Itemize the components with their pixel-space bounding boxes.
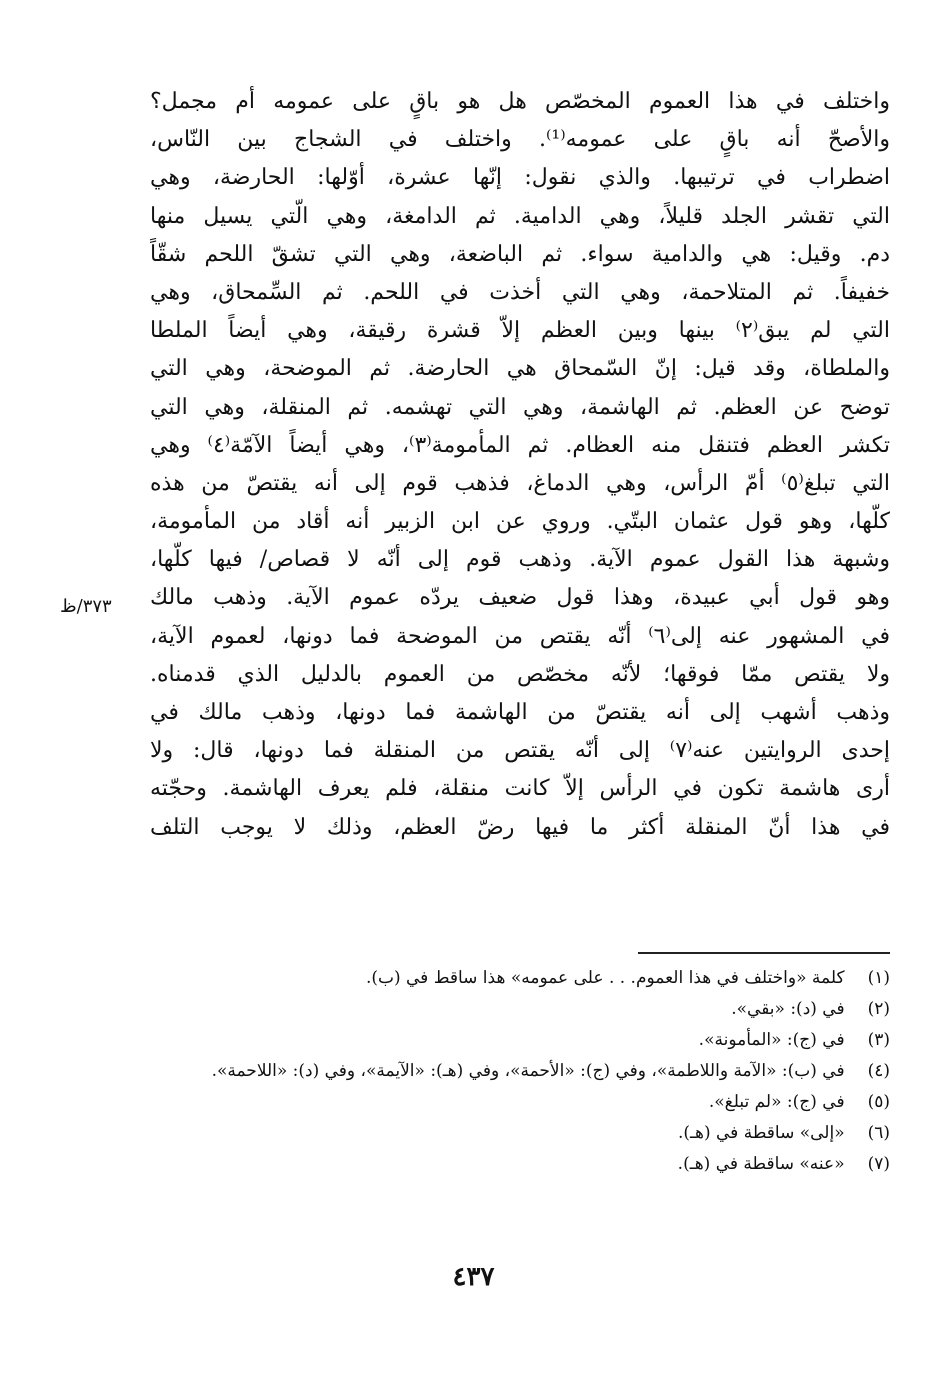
text-line: التي تبلغ⁽٥⁾ أمّ الرأس، وهي الدماغ، فذهب قوم إلى أنه يقتصّ من هذه — [150, 470, 890, 496]
text-line: واختلف في هذا العموم المخصّص هل هو باقٍ على عمومه أم مجمل؟ — [150, 89, 890, 114]
footnotes — [150, 964, 890, 1181]
text-line: تكشر العظم فتنقل منه العظام. ثم المأمومة⁽٣⁾، وهي أيضاً الآمّة⁽٤⁾ وهي — [150, 432, 890, 458]
footnote-separator — [638, 952, 890, 954]
text-line: ولا يقتص ممّا فوقها؛ لأنّه مخصّص من العموم بالدليل الذي قدمناه. — [150, 661, 890, 687]
margin-folio-note: ٣٧٣/ظ — [60, 596, 112, 617]
text-line: التي لم يبق⁽٢⁾ بينها وبين العظم إلاّ قشرة رقيقة، وهي أيضاً الملطا — [150, 318, 890, 344]
text-line: اضطراب في ترتيبها. والذي نقول: إنّها عشرة، أوّلها: الحارضة، وهي — [150, 165, 890, 191]
footnote — [150, 1088, 890, 1117]
footnote-number: (٤) — [867, 1061, 890, 1081]
page-number: ٤٣٧ — [452, 1262, 495, 1292]
text-line: في المشهور عنه إلى⁽٦⁾ أنّه يقتص من الموضحة فما دونها، لعموم الآية، — [150, 623, 890, 649]
footnote-number: (٢) — [867, 999, 890, 1019]
footnote-number: (٥) — [867, 1092, 890, 1112]
footnote-text: كلمة «واختلف في هذا العموم. . . على عمومه» هذا ساقط في (ب). — [365, 968, 845, 988]
text-line: أرى هاشمة تكون في الرأس إلاّ كانت منقلة، فلم يعرف الهاشمة. وحجّته — [150, 776, 890, 802]
footnote — [150, 1150, 890, 1179]
footnote-number: (١) — [867, 968, 890, 988]
footnote — [150, 964, 890, 993]
footnote-number: (٣) — [867, 1030, 890, 1050]
footnote — [150, 1026, 890, 1055]
footnote-text: «إلى» ساقطة في (هـ). — [677, 1123, 845, 1143]
footnote-text: في (ج): «لم تبلغ». — [708, 1092, 845, 1112]
footnote — [150, 1057, 890, 1086]
text-line: والملطاة، وقد قيل: إنّ السّمحاق هي الحارضة. ثم الموضحة، وهي التي — [150, 356, 890, 382]
text-line: وذهب أشهب إلى أنه يقتصّ من الهاشمة فما دونها، وذهب مالك في — [150, 700, 890, 725]
footnote-text: في (د): «بقي». — [731, 999, 845, 1019]
footnote-text: في (ب): «الآمة واللاطمة»، وفي (ج): «الأحمة»، وفي (هـ): «الآيمة»، وفي (د): «اللاحمة». — [211, 1061, 845, 1081]
text-line: دم. وقيل: هي والدامية سواء. ثم الباضعة، وهي التي تشقّ اللحم شقّاً — [150, 241, 890, 267]
text-line: وهو قول أبي عبيدة، وهذا قول ضعيف يردّه عموم الآية. وذهب مالك — [150, 585, 890, 611]
footnote-number: (٧) — [867, 1154, 890, 1174]
text-line: في هذا أنّ المنقلة أكثر ما فيها رضّ العظم، وذلك لا يوجب التلف — [150, 814, 890, 840]
text-line: وشبهة هذا القول عموم الآية. وذهب قوم إلى أنّه لا قصاص/ فيها كلّها، — [150, 547, 890, 573]
text-line: خفيفاً. ثم المتلاحمة، وهي التي أخذت في اللحم. ثم السِّمحاق، وهي — [150, 279, 890, 305]
text-line: إحدى الروايتين عنه⁽٧⁾ إلى أنّه يقتص من المنقلة فما دونها، قال: ولا — [150, 738, 890, 764]
footnote-number: (٦) — [867, 1123, 890, 1143]
text-line: التي تقشر الجلد قليلاً، وهي الدامية. ثم الدامغة، وهي الّتي يسيل منها — [150, 203, 890, 229]
main-text — [150, 83, 890, 847]
footnote — [150, 1119, 890, 1148]
footnote-text: «عنه» ساقطة في (هـ). — [677, 1154, 845, 1174]
footnote — [150, 995, 890, 1024]
footnote-text: في (ج): «المأمونة». — [698, 1030, 845, 1050]
text-line: كلّها، وهو قول عثمان البتّي. وروي عن ابن الزبير أنه أقاد من المأمومة، — [150, 509, 890, 535]
text-line: توضح عن العظم. ثم الهاشمة، وهي التي تهشمه. ثم المنقلة، وهي التي — [150, 394, 890, 420]
text-line: والأصحّ أنه باقٍ على عمومه⁽¹⁾. واختلف في الشجاج بين النّاس، — [150, 127, 890, 153]
